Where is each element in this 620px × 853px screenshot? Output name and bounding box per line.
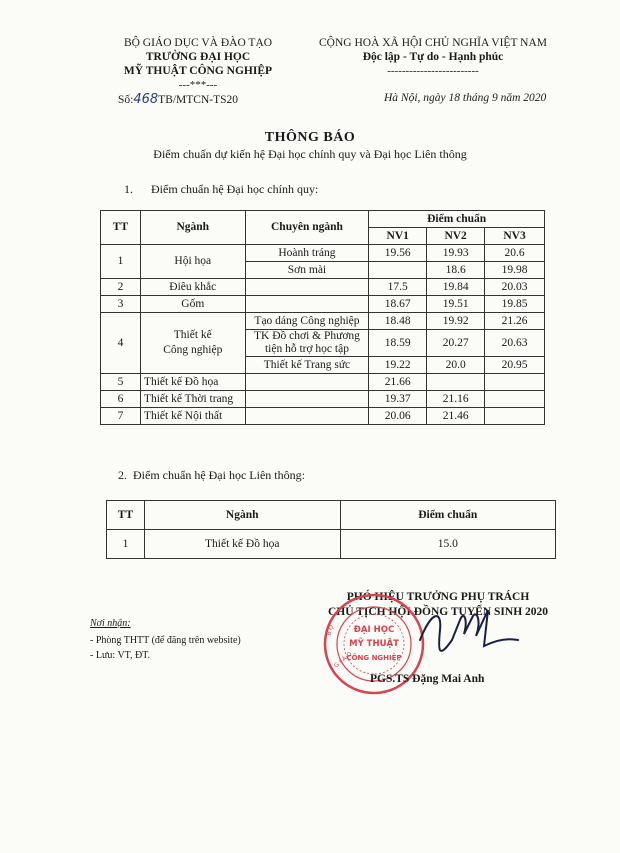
cell-tt: 2 xyxy=(101,279,141,296)
regular-score-table xyxy=(100,210,545,425)
cell-chuyen-nganh: Hoành tráng xyxy=(245,245,369,262)
cell-nv2: 21.46 xyxy=(427,408,485,425)
cell-nganh: Thiết kế Thời trang xyxy=(140,391,245,408)
cell-chuyen-nganh: Sơn mài xyxy=(245,262,369,279)
cell-nv1: 20.06 xyxy=(369,408,427,425)
ministry-name: BỘ GIÁO DỤC VÀ ĐÀO TẠO xyxy=(123,37,273,49)
cell-nv3: 19.98 xyxy=(485,262,545,279)
cell-nv2: 20.0 xyxy=(427,357,485,374)
recipient-item: - Phòng THTT (để đăng trên website) xyxy=(90,635,241,646)
col-diem-chuan: Điểm chuẩn xyxy=(340,501,556,530)
cell-nv1: 18.59 xyxy=(369,330,427,357)
doc-no-suffix: TB/MTCN-TS20 xyxy=(158,94,239,106)
cell-chuyen-nganh xyxy=(245,296,369,313)
cell-cn-line1: TK Đồ chơi & Phương xyxy=(254,330,360,342)
col-tt: TT xyxy=(107,501,145,530)
cell-nv2: 18.6 xyxy=(427,262,485,279)
table-row xyxy=(101,245,545,262)
col-nv2: NV2 xyxy=(427,228,485,245)
svg-text:G I Á O: G I Á O xyxy=(332,650,354,670)
motto: Độc lập - Tự do - Hạnh phúc xyxy=(362,51,504,63)
cell-nv3: 21.26 xyxy=(485,313,545,330)
doc-no-handwritten: 468 xyxy=(133,92,159,107)
cell-nv3 xyxy=(485,391,545,408)
cell-nganh: Điêu khắc xyxy=(140,279,245,296)
cell-chuyen-nganh: Thiết kế Trang sức xyxy=(245,357,369,374)
header-left xyxy=(88,36,308,92)
cell-nv3: 20.63 xyxy=(485,330,545,357)
seal-line2: MỸ THUẬT xyxy=(349,639,399,649)
cell-tt: 3 xyxy=(101,296,141,313)
cell-nv1: 18.48 xyxy=(369,313,427,330)
cell-nv3: 20.6 xyxy=(485,245,545,262)
issue-date: Hà Nội, ngày 18 tháng 9 năm 2020 xyxy=(384,92,547,104)
cell-nv3: 20.95 xyxy=(485,357,545,374)
cell-nganh: Thiết kế Đồ họa xyxy=(144,530,340,559)
col-nv3: NV3 xyxy=(485,228,545,245)
cell-nganh: Thiết kế Nội thất xyxy=(140,408,245,425)
header-right xyxy=(302,36,564,78)
cell-chuyen-nganh xyxy=(245,279,369,296)
cell-tt: 1 xyxy=(101,245,141,279)
transfer-score-table xyxy=(106,500,556,559)
table-row xyxy=(101,296,545,313)
cell-nv2: 19.51 xyxy=(427,296,485,313)
document-subtitle: Điểm chuẩn dự kiến hệ Đại học chính quy và Đại học Liên thông xyxy=(153,147,467,161)
cell-nganh: Thiết kế Đồ họa xyxy=(140,374,245,391)
recipient-item: - Lưu: VT, ĐT. xyxy=(90,650,151,661)
cell-tt: 7 xyxy=(101,408,141,425)
header-right-divider: ------------------------- xyxy=(387,65,479,77)
cell-nganh xyxy=(140,313,245,374)
col-chuyen-nganh: Chuyên ngành xyxy=(245,211,369,245)
cell-nv1: 21.66 xyxy=(369,374,427,391)
cell-nv3 xyxy=(485,374,545,391)
cell-nv3 xyxy=(485,408,545,425)
col-diem-chuan: Điểm chuẩn xyxy=(369,211,545,228)
table-row xyxy=(101,408,545,425)
cell-nv2: 21.16 xyxy=(427,391,485,408)
cell-nv2: 20.27 xyxy=(427,330,485,357)
table-row xyxy=(101,279,545,296)
cell-nv1 xyxy=(369,262,427,279)
cell-nv1: 18.67 xyxy=(369,296,427,313)
school-name-line2: MỸ THUẬT CÔNG NGHIỆP xyxy=(123,65,273,77)
cell-cn-line2: tiện hỗ trợ học tập xyxy=(264,343,349,355)
cell-tt: 5 xyxy=(101,374,141,391)
seal-line3: CÔNG NGHIỆP xyxy=(346,654,402,662)
table-row xyxy=(107,530,556,559)
school-name-line1: TRƯỜNG ĐẠI HỌC xyxy=(145,51,251,63)
section1-heading: 1. Điểm chuẩn hệ Đại học chính quy: xyxy=(124,182,319,196)
cell-chuyen-nganh: Tạo dáng Công nghiệp xyxy=(245,313,369,330)
cell-nv1: 17.5 xyxy=(369,279,427,296)
cell-chuyen-nganh xyxy=(245,374,369,391)
seal-line1: ĐẠI HỌC xyxy=(353,625,395,635)
cell-tt: 1 xyxy=(107,530,145,559)
document-title: THÔNG BÁO xyxy=(264,130,356,145)
signer-name: PGS.TS Đặng Mai Anh xyxy=(370,673,485,685)
cell-diem: 15.0 xyxy=(340,530,556,559)
document-number xyxy=(118,92,238,107)
country-name: CỘNG HOÀ XÃ HỘI CHỦ NGHĨA VIỆT NAM xyxy=(319,37,547,49)
cell-tt: 4 xyxy=(101,313,141,374)
cell-nv2: 19.93 xyxy=(427,245,485,262)
cell-chuyen-nganh xyxy=(245,408,369,425)
cell-nv1: 19.56 xyxy=(369,245,427,262)
col-tt: TT xyxy=(101,211,141,245)
table-row xyxy=(101,391,545,408)
cell-nv3: 19.85 xyxy=(485,296,545,313)
col-nv1: NV1 xyxy=(369,228,427,245)
table-row xyxy=(101,313,545,330)
cell-nv1: 19.22 xyxy=(369,357,427,374)
col-nganh: Ngành xyxy=(140,211,245,245)
cell-nganh: Hội họa xyxy=(140,245,245,279)
cell-nv1: 19.37 xyxy=(369,391,427,408)
cell-nv3: 20.03 xyxy=(485,279,545,296)
col-nganh: Ngành xyxy=(144,501,340,530)
recipients-label: Nơi nhận: xyxy=(90,618,131,629)
section2-heading: 2. Điểm chuẩn hệ Đại học Liên thông: xyxy=(118,468,305,482)
cell-nv2 xyxy=(427,374,485,391)
table-row xyxy=(101,374,545,391)
handwritten-signature-icon xyxy=(412,600,522,670)
header-left-divider: ---***--- xyxy=(178,79,218,91)
doc-no-prefix: Số: xyxy=(118,94,134,106)
svg-text:B Ộ: B Ộ xyxy=(325,624,336,637)
cell-nganh-line2: Công nghiệp xyxy=(163,344,223,356)
cell-chuyen-nganh xyxy=(245,391,369,408)
cell-nv2: 19.84 xyxy=(427,279,485,296)
cell-nganh: Gốm xyxy=(140,296,245,313)
cell-nganh-line1: Thiết kế xyxy=(173,329,212,341)
signature-title-line1: PHÓ HIỆU TRƯỞNG PHỤ TRÁCH xyxy=(346,591,530,603)
cell-nv2: 19.92 xyxy=(427,313,485,330)
cell-tt: 6 xyxy=(101,391,141,408)
signature-title-line2: CHỦ TỊCH HỘI ĐỒNG TUYỂN SINH 2020 xyxy=(327,606,549,618)
cell-chuyen-nganh xyxy=(245,330,369,357)
